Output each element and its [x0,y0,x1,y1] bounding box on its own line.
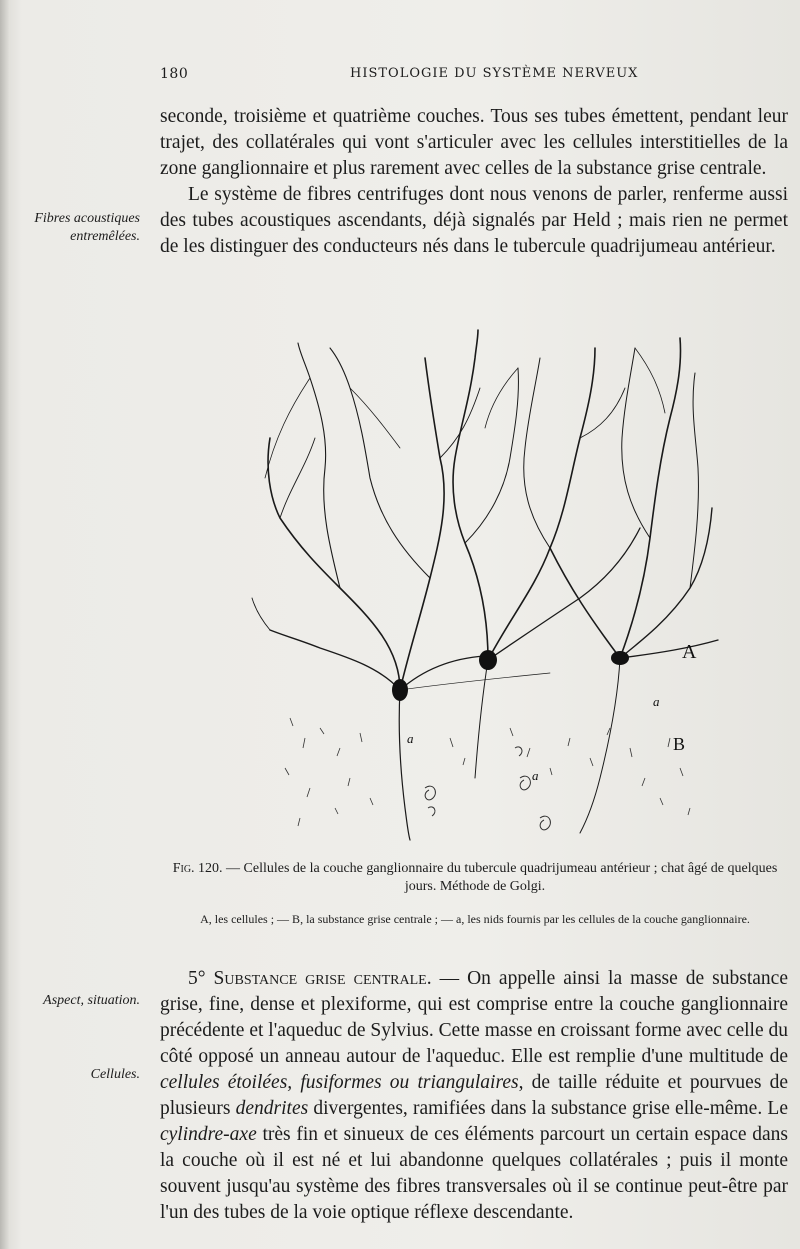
dendrite-tree [252,330,718,840]
margin-note-fibres: Fibres acoustiques entremêlées. [34,211,140,244]
margin-note-aspect: Aspect, situation. [43,993,140,1008]
cell-body-2 [479,650,497,670]
text-bottom [160,966,788,1226]
label-a-1: a [407,731,414,746]
label-a-2: a [532,768,539,783]
section-heading: 5° Substance grise centrale. [188,968,432,989]
cell-bodies [392,650,629,701]
cell-body-1 [392,679,408,701]
figure-caption-text: — Cellules de la couche ganglionnaire du tubercule quadrijumeau antérieur ; chat âgé de quelques jours. Méthode de Golgi. [222,861,778,894]
paragraph-3: 5° Substance grise centrale. — On appelle ainsi la masse de substance grise, fine, dense et plexiforme, qui est comprise entre la couche ganglionnaire précédente et l'aqueduc de Sylvius. Cette masse en croissant forme avec celle du côté opposé un anneau autour de l'aqueduc. Elle est remplie d'une multitude de cellules étoilées, fusiformes ou triangulaires, de taille réduite et pourvues de plusieurs dendrites divergentes, ramifiées dans la substance grise elle-même. Le cylindre-axe très fin et sinueux de ces éléments parcourt un certain espace dans la couche où il est né et lui abandonne quelques collatérales ; puis il monte souvent jusqu'au système des fibres transversales où il se continue peut-être par l'un des tubes de la voie optique réflexe descendante. [160,968,788,1223]
page-number: 180 [160,66,189,82]
figure-legend: A, les cellules ; — B, la substance grise centrale ; — a, les nids fournis par les cellules de la couche ganglionnaire. [200,912,750,926]
label-B: B [673,734,686,754]
running-title: HISTOLOGIE DU SYSTÈME NERVEUX [350,66,639,81]
golgi-neuron-figure [250,318,720,843]
granular-zone [285,718,690,830]
paragraph-2: Le système de fibres centrifuges dont nous venons de parler, renferme aussi des tubes acoustiques ascendants, déjà signalés par Held ; mais rien ne permet de les distinguer des conducteurs nés dans le tubercule quadrijumeau antérieur. [160,184,788,257]
paragraph-1: seconde, troisième et quatrième couches. Tous ses tubes émettent, pendant leur trajet, des collatérales qui vont s'articuler avec les cellules interstitielles de la zone ganglionnaire et plus rarement avec celles de la substance grise centrale. [160,106,788,179]
label-a-3: a [653,694,660,709]
page-spine-shadow [0,0,10,1249]
text-top [160,104,788,260]
figure-caption [160,860,790,896]
figure-number: Fig. 120. [172,861,223,876]
cell-body-3 [611,651,629,665]
margin-note-cellules: Cellules. [90,1067,140,1082]
page-header [160,66,780,86]
label-A: A [682,641,697,663]
